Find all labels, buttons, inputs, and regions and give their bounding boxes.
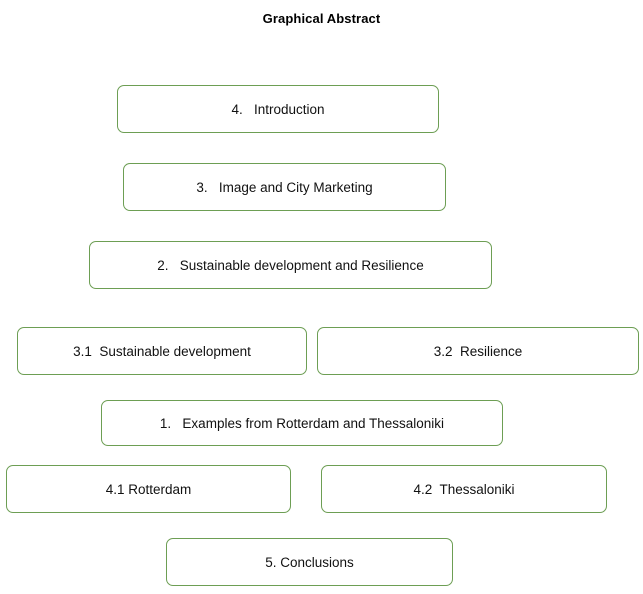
diagram-box-sustainable-development-and-resilience [89, 241, 492, 289]
diagram-box-label: 4. Introduction [231, 101, 325, 117]
diagram-box-conclusions [166, 538, 453, 586]
diagram-box-label: 3.1 Sustainable development [73, 343, 251, 359]
diagram-box-thessaloniki [321, 465, 607, 513]
diagram-box-examples-from-rotterdam-and-thessaloniki [101, 400, 503, 446]
diagram-box-image-and-city-marketing [123, 163, 446, 211]
diagram-box-label: 3. Image and City Marketing [196, 179, 373, 195]
diagram-box-introduction [117, 85, 439, 133]
diagram-box-resilience [317, 327, 639, 375]
diagram-box-sustainable-development [17, 327, 307, 375]
diagram-box-rotterdam [6, 465, 291, 513]
diagram-box-label: 4.1 Rotterdam [105, 481, 192, 497]
diagram-box-label: 3.2 Resilience [433, 343, 523, 359]
diagram-box-label: 2. Sustainable development and Resilience [157, 257, 424, 273]
diagram-box-label: 4.2 Thessaloniki [413, 481, 515, 497]
diagram-box-label: 5. Conclusions [265, 554, 354, 570]
diagram-box-label: 1. Examples from Rotterdam and Thessaloniki [159, 415, 445, 431]
page-title: Graphical Abstract [262, 11, 381, 26]
